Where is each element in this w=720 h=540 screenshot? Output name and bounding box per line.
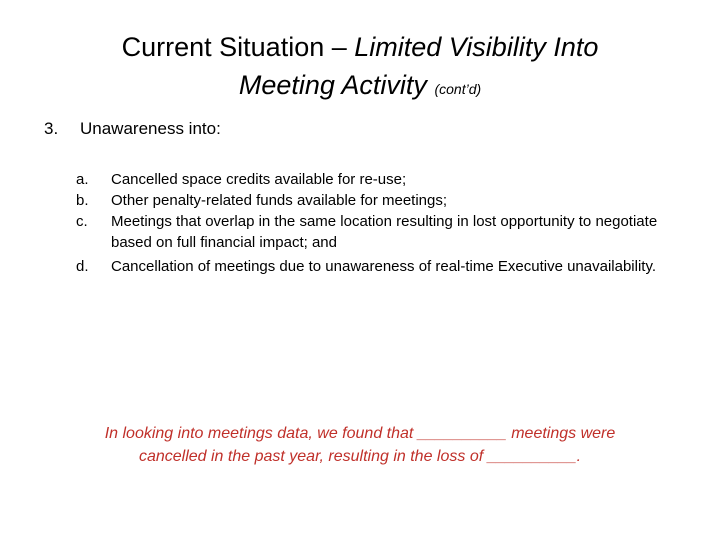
list-item-letter: a. <box>76 171 89 188</box>
list-item <box>76 256 666 277</box>
list-item-text: Other penalty-related funds available for meetings; <box>111 192 448 209</box>
title-line-2 <box>60 66 660 108</box>
title-line-1 <box>60 28 660 66</box>
title-plain-text: Current Situation – <box>121 32 355 62</box>
title-italic-text: Limited Visibility Into <box>354 32 599 62</box>
list-item-text: Meetings that overlap in the same location resulting in lost opportunity to negotiate based on full financial impact; and <box>111 213 658 251</box>
list-item <box>76 211 666 253</box>
list-item <box>76 190 666 211</box>
list-item-text: Cancellation of meetings due to unawareness of real-time Executive unavailability. <box>111 258 657 275</box>
list-item-letter: b. <box>76 192 89 209</box>
list-item-text: Cancelled space credits available for re-use; <box>111 171 407 188</box>
list-item-letter: d. <box>76 258 89 275</box>
callout-text <box>60 422 660 468</box>
list-item-letter: c. <box>76 213 88 230</box>
list-item <box>76 169 666 190</box>
numbered-point <box>44 118 221 140</box>
slide-title <box>60 28 660 108</box>
point-number: 3. <box>44 119 59 138</box>
lettered-list <box>76 169 666 277</box>
point-text: Unawareness into: <box>80 119 221 138</box>
callout-line-2: cancelled in the past year, resulting in the loss of __________. <box>138 448 582 465</box>
title-italic-text-2: Meeting Activity <box>238 70 427 100</box>
callout-line-1: In looking into meetings data, we found that __________ meetings were <box>104 425 616 442</box>
title-cont-suffix: (cont’d) <box>434 81 482 97</box>
